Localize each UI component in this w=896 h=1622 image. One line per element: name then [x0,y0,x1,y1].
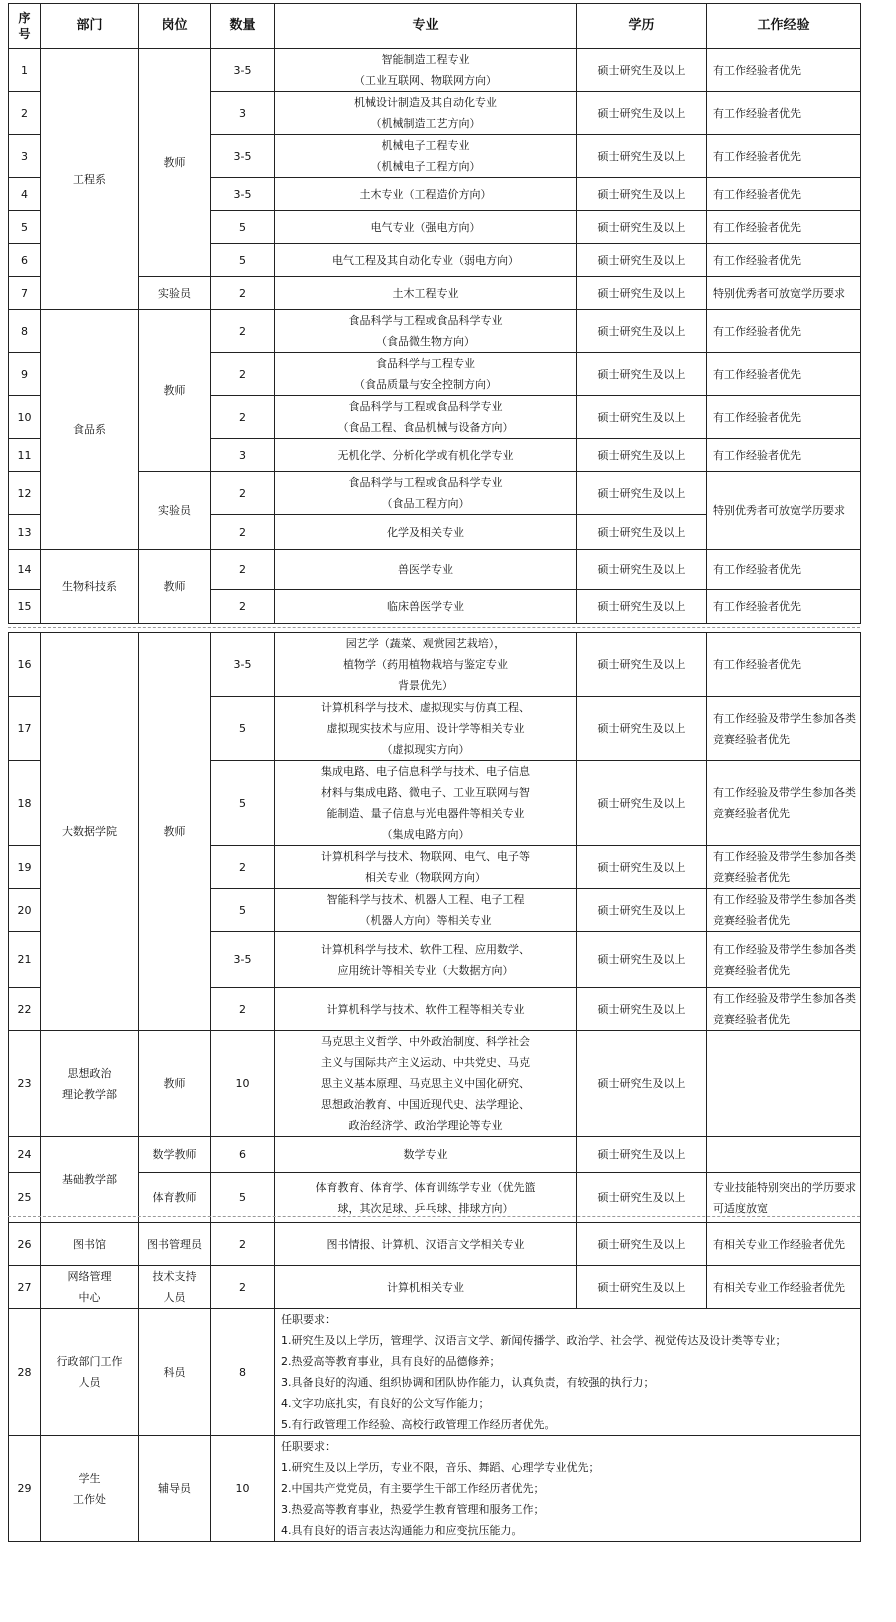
qty-cell: 2 [211,988,275,1031]
edu-cell: 硕士研究生及以上 [577,49,707,92]
edu-cell: 硕士研究生及以上 [577,515,707,550]
edu-cell: 硕士研究生及以上 [577,277,707,310]
qty-cell: 3-5 [211,932,275,988]
position-cell: 教师 [139,310,211,472]
major-cell: 图书情报、计算机、汉语言文学相关专业 [275,1223,577,1266]
major-cell: 计算机科学与技术、软件工程、应用数学、 应用统计等相关专业（大数据方向） [275,932,577,988]
position-cell: 实验员 [139,472,211,550]
edu-cell: 硕士研究生及以上 [577,1173,707,1223]
edu-cell: 硕士研究生及以上 [577,396,707,439]
row-no: 12 [9,472,41,515]
row-no: 2 [9,92,41,135]
table-section-2 [8,632,861,1223]
qty-cell: 5 [211,761,275,846]
edu-cell: 硕士研究生及以上 [577,988,707,1031]
exp-cell: 有相关专业工作经验者优先 [707,1223,861,1266]
qty-cell: 8 [211,1309,275,1436]
qty-cell: 5 [211,1173,275,1223]
edu-cell: 硕士研究生及以上 [577,550,707,590]
table-row [9,1223,861,1266]
major-cell: 电气工程及其自动化专业（弱电方向） [275,244,577,277]
requirement-line: 1.研究生及以上学历，专业不限，音乐、舞蹈、心理学专业优先； [281,1461,600,1474]
position-cell: 技术支持 人员 [139,1266,211,1309]
row-no: 8 [9,310,41,353]
exp-cell: 有工作经验者优先 [707,211,861,244]
row-no: 23 [9,1031,41,1137]
edu-cell: 硕士研究生及以上 [577,761,707,846]
exp-cell: 有工作经验者优先 [707,178,861,211]
row-no: 24 [9,1137,41,1173]
position-cell: 辅导员 [139,1436,211,1542]
edu-cell: 硕士研究生及以上 [577,92,707,135]
edu-cell: 硕士研究生及以上 [577,1223,707,1266]
header-major: 专业 [275,4,577,49]
exp-cell: 有工作经验者优先 [707,135,861,178]
qty-cell: 5 [211,244,275,277]
dept-cell: 大数据学院 [41,633,139,1031]
exp-cell: 有工作经验者优先 [707,244,861,277]
exp-cell [707,1137,861,1173]
position-cell: 教师 [139,1031,211,1137]
major-cell: 无机化学、分析化学或有机化学专业 [275,439,577,472]
dept-cell: 基础教学部 [41,1137,139,1223]
position-cell: 教师 [139,633,211,1031]
qty-cell: 5 [211,697,275,761]
edu-cell: 硕士研究生及以上 [577,889,707,932]
major-cell: 土木专业（工程造价方向） [275,178,577,211]
major-cell: 马克思主义哲学、中外政治制度、科学社会 主义与国际共产主义运动、中共党史、马克 思主义基本原理、马克思主义中国化研究、 思想政治教育、中国近现代史、法学理论、 政治经济学、政治学理论等专业 [275,1031,577,1137]
dept-cell: 行政部门工作 人员 [41,1309,139,1436]
edu-cell: 硕士研究生及以上 [577,178,707,211]
row-no: 11 [9,439,41,472]
qty-cell: 2 [211,846,275,889]
major-cell: 兽医学专业 [275,550,577,590]
edu-cell: 硕士研究生及以上 [577,211,707,244]
row-no: 3 [9,135,41,178]
row-no: 15 [9,590,41,624]
header-qty: 数量 [211,4,275,49]
row-no: 9 [9,353,41,396]
exp-cell: 有相关专业工作经验者优先 [707,1266,861,1309]
major-cell: 智能制造工程专业 （工业互联网、物联网方向） [275,49,577,92]
major-cell: 食品科学与工程或食品科学专业 （食品工程、食品机械与设备方向） [275,396,577,439]
major-cell: 智能科学与技术、机器人工程、电子工程 （机器人方向）等相关专业 [275,889,577,932]
requirement-line: 1.研究生及以上学历，管理学、汉语言文学、新闻传播学、政治学、社会学、视觉传达及设计类等专业； [281,1334,787,1347]
major-cell: 计算机科学与技术、物联网、电气、电子等 相关专业（物联网方向） [275,846,577,889]
table-row [9,1137,861,1173]
row-no: 5 [9,211,41,244]
position-cell: 教师 [139,550,211,624]
row-no: 14 [9,550,41,590]
row-no: 22 [9,988,41,1031]
major-cell: 集成电路、电子信息科学与技术、电子信息 材料与集成电路、微电子、工业互联网与智 能制造、量子信息与光电器件等相关专业 （集成电路方向） [275,761,577,846]
position-cell: 实验员 [139,277,211,310]
edu-cell: 硕士研究生及以上 [577,1266,707,1309]
qty-cell: 3-5 [211,178,275,211]
qty-cell: 2 [211,396,275,439]
major-cell: 土木工程专业 [275,277,577,310]
row-no: 10 [9,396,41,439]
edu-cell: 硕士研究生及以上 [577,846,707,889]
position-cell: 数学教师 [139,1137,211,1173]
edu-cell: 硕士研究生及以上 [577,1137,707,1173]
dept-cell: 图书馆 [41,1223,139,1266]
qty-cell: 5 [211,211,275,244]
qty-cell: 2 [211,515,275,550]
exp-cell: 有工作经验及带学生参加各类竞赛经验者优先 [707,988,861,1031]
exp-cell: 有工作经验者优先 [707,550,861,590]
header-dept: 部门 [41,4,139,49]
exp-cell: 有工作经验者优先 [707,353,861,396]
dept-cell: 食品系 [41,310,139,550]
row-no: 7 [9,277,41,310]
exp-cell: 有工作经验者优先 [707,92,861,135]
qty-cell: 5 [211,889,275,932]
qty-cell: 2 [211,1223,275,1266]
requirements-cell [275,1309,861,1436]
row-no: 21 [9,932,41,988]
row-no: 16 [9,633,41,697]
row-no: 6 [9,244,41,277]
major-cell: 计算机相关专业 [275,1266,577,1309]
row-no: 19 [9,846,41,889]
qty-cell: 10 [211,1031,275,1137]
edu-cell: 硕士研究生及以上 [577,244,707,277]
dept-cell: 学生 工作处 [41,1436,139,1542]
edu-cell: 硕士研究生及以上 [577,353,707,396]
exp-cell: 有工作经验及带学生参加各类竞赛经验者优先 [707,932,861,988]
edu-cell: 硕士研究生及以上 [577,310,707,353]
header-position: 岗位 [139,4,211,49]
major-cell: 数学专业 [275,1137,577,1173]
major-cell: 园艺学（蔬菜、观赏园艺栽培）， 植物学（药用植物栽培与鉴定专业 背景优先） [275,633,577,697]
major-cell: 计算机科学与技术、软件工程等相关专业 [275,988,577,1031]
header-row [9,4,861,49]
qty-cell: 10 [211,1436,275,1542]
dept-cell: 网络管理 中心 [41,1266,139,1309]
qty-cell: 6 [211,1137,275,1173]
qty-cell: 2 [211,472,275,515]
exp-cell: 专业技能特别突出的学历要求可适度放宽 [707,1173,861,1223]
exp-cell: 有工作经验及带学生参加各类竞赛经验者优先 [707,761,861,846]
row-no: 13 [9,515,41,550]
qty-cell: 2 [211,277,275,310]
edu-cell: 硕士研究生及以上 [577,633,707,697]
qty-cell: 2 [211,353,275,396]
major-cell: 体育教育、体育学、体育训练学专业（优先篮 球，其次足球、乒乓球、排球方向） [275,1173,577,1223]
edu-cell: 硕士研究生及以上 [577,932,707,988]
dept-cell: 工程系 [41,49,139,310]
exp-cell: 有工作经验者优先 [707,439,861,472]
dept-cell: 生物科技系 [41,550,139,624]
major-cell: 化学及相关专业 [275,515,577,550]
edu-cell: 硕士研究生及以上 [577,1031,707,1137]
position-cell: 图书管理员 [139,1223,211,1266]
edu-cell: 硕士研究生及以上 [577,472,707,515]
table-row [9,310,861,353]
table-row [9,1436,861,1542]
row-no: 20 [9,889,41,932]
table-section-3 [8,1222,861,1542]
qty-cell: 3 [211,439,275,472]
position-cell: 教师 [139,49,211,277]
table-section-1 [8,3,861,624]
exp-cell: 有工作经验者优先 [707,396,861,439]
edu-cell: 硕士研究生及以上 [577,439,707,472]
section-divider [8,627,860,628]
edu-cell: 硕士研究生及以上 [577,135,707,178]
qty-cell: 2 [211,550,275,590]
dept-cell: 思想政治 理论教学部 [41,1031,139,1137]
header-edu: 学历 [577,4,707,49]
table-row [9,1309,861,1436]
position-cell: 科员 [139,1309,211,1436]
exp-cell: 有工作经验者优先 [707,590,861,624]
row-no: 28 [9,1309,41,1436]
requirement-line: 2.中国共产党党员，有主要学生干部工作经历者优先； [281,1482,545,1495]
row-no: 17 [9,697,41,761]
row-no: 18 [9,761,41,846]
qty-cell: 2 [211,310,275,353]
requirement-line: 3.具备良好的沟通、组织协调和团队协作能力，认真负责，有较强的执行力； [281,1376,655,1389]
table-row [9,633,861,697]
major-cell: 食品科学与工程专业 （食品质量与安全控制方向） [275,353,577,396]
edu-cell: 硕士研究生及以上 [577,590,707,624]
major-cell: 电气专业（强电方向） [275,211,577,244]
section-divider [8,1216,860,1217]
exp-cell: 有工作经验者优先 [707,310,861,353]
row-no: 1 [9,49,41,92]
requirement-line: 4.文字功底扎实，有良好的公文写作能力； [281,1397,490,1410]
major-cell: 机械设计制造及其自动化专业 （机械制造工艺方向） [275,92,577,135]
exp-cell: 有工作经验及带学生参加各类竞赛经验者优先 [707,889,861,932]
requirement-line: 任职要求： [281,1440,336,1453]
table-row [9,49,861,92]
row-no: 26 [9,1223,41,1266]
requirement-line: 4.具有良好的语言表达沟通能力和应变抗压能力。 [281,1524,523,1537]
qty-cell: 3 [211,92,275,135]
major-cell: 计算机科学与技术、虚拟现实与仿真工程、 虚拟现实技术与应用、设计学等相关专业 （虚拟现实方向） [275,697,577,761]
requirement-line: 5.有行政管理工作经验、高校行政管理工作经历者优先。 [281,1418,556,1431]
exp-cell: 有工作经验及带学生参加各类竞赛经验者优先 [707,697,861,761]
requirement-line: 2.热爱高等教育事业，具有良好的品德修养； [281,1355,501,1368]
qty-cell: 3-5 [211,633,275,697]
qty-cell: 2 [211,1266,275,1309]
major-cell: 食品科学与工程或食品科学专业 （食品工程方向） [275,472,577,515]
requirement-line: 任职要求： [281,1313,336,1326]
major-cell: 食品科学与工程或食品科学专业 （食品微生物方向） [275,310,577,353]
table-row [9,1266,861,1309]
position-cell: 体育教师 [139,1173,211,1223]
header-exp: 工作经验 [707,4,861,49]
table-row [9,1031,861,1137]
row-no: 4 [9,178,41,211]
edu-cell: 硕士研究生及以上 [577,697,707,761]
requirements-cell [275,1436,861,1542]
major-cell: 临床兽医学专业 [275,590,577,624]
row-no: 27 [9,1266,41,1309]
exp-cell: 有工作经验及带学生参加各类竞赛经验者优先 [707,846,861,889]
row-no: 25 [9,1173,41,1223]
row-no: 29 [9,1436,41,1542]
exp-cell: 有工作经验者优先 [707,49,861,92]
header-no: 序 号 [9,4,41,49]
exp-cell [707,1031,861,1137]
major-cell: 机械电子工程专业 （机械电子工程方向） [275,135,577,178]
table-row [9,550,861,590]
requirement-line: 3.热爱高等教育事业，热爱学生教育管理和服务工作； [281,1503,545,1516]
exp-cell: 有工作经验者优先 [707,633,861,697]
exp-cell: 特别优秀者可放宽学历要求 [707,277,861,310]
exp-cell: 特别优秀者可放宽学历要求 [707,472,861,550]
qty-cell: 2 [211,590,275,624]
qty-cell: 3-5 [211,49,275,92]
qty-cell: 3-5 [211,135,275,178]
